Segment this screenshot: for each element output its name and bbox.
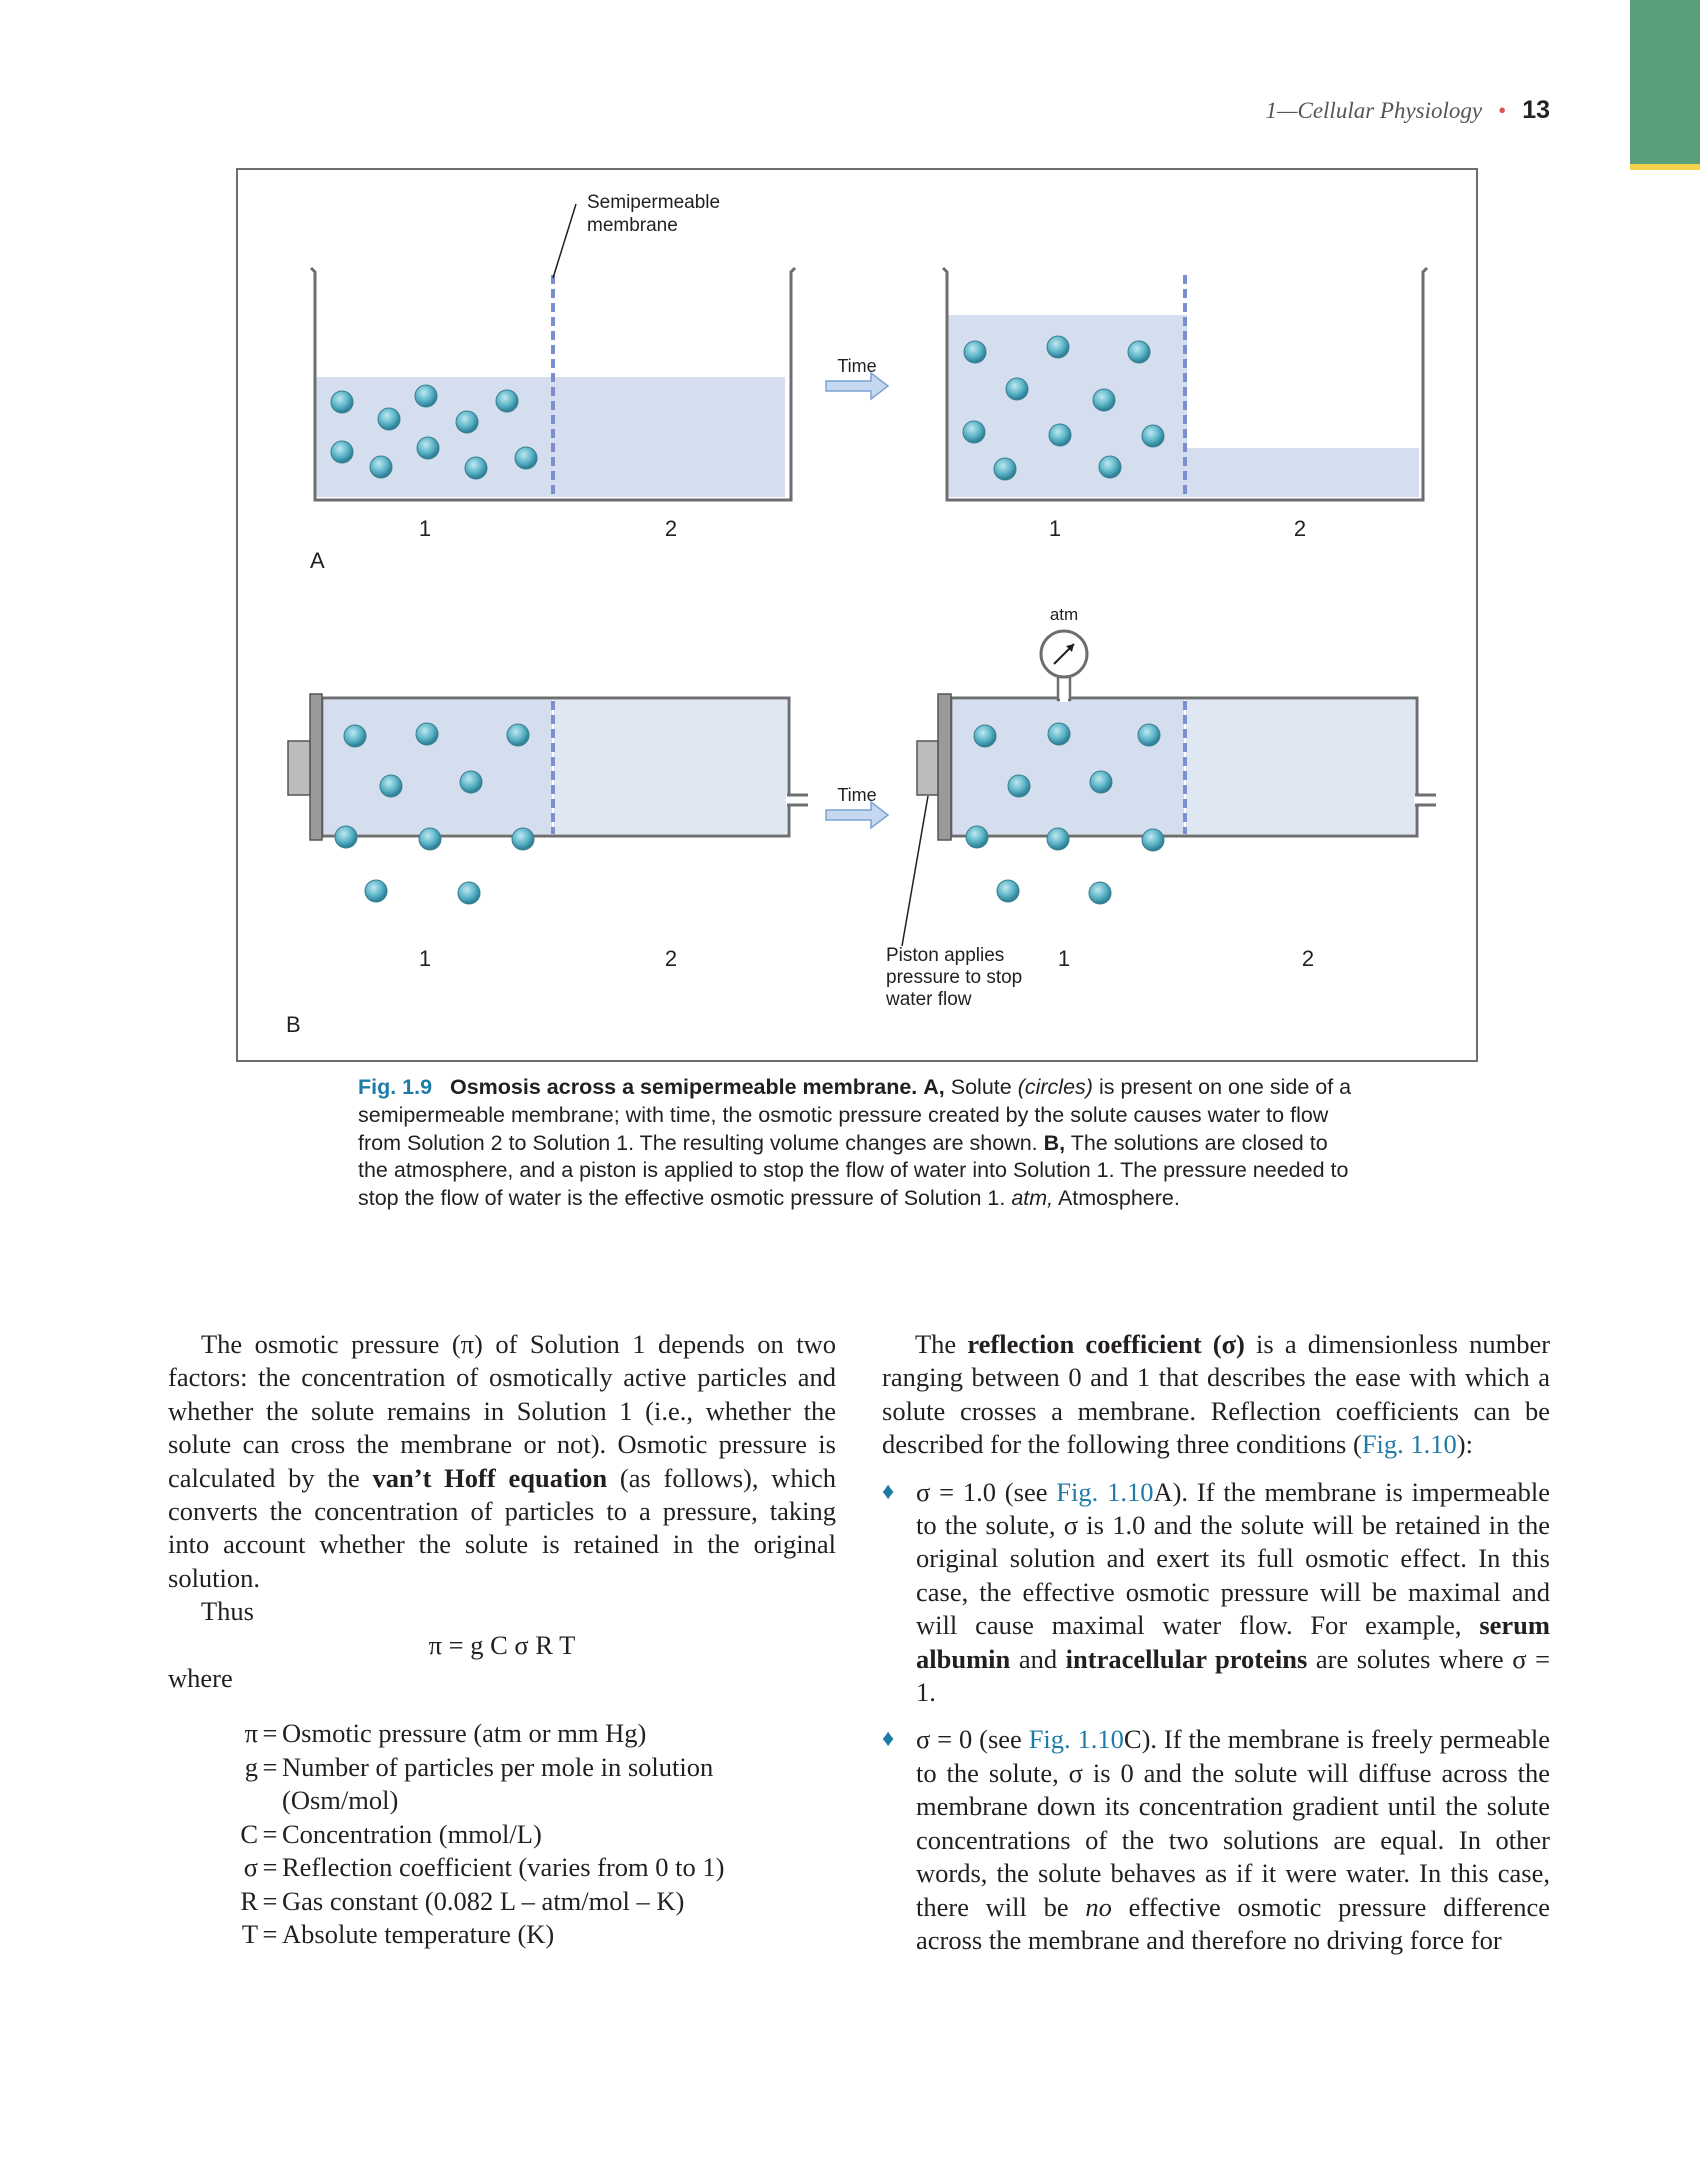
solute-particle	[465, 457, 487, 479]
panel-b-label: B	[286, 1012, 301, 1037]
bullet-text	[916, 1476, 1550, 1710]
solute-particle	[380, 775, 402, 797]
solute-particle	[1142, 829, 1164, 851]
definition-symbol: g	[244, 1751, 258, 1782]
chapter-title: 1—Cellular Physiology	[1265, 98, 1483, 123]
gauge-stem-gap	[1060, 694, 1068, 702]
definition-text: (Osm/mol)	[282, 1785, 399, 1816]
time-label: Time	[837, 785, 877, 805]
piston-handle	[917, 741, 938, 795]
chapter-tab	[1630, 0, 1700, 164]
emphasis-no: no	[1085, 1891, 1112, 1922]
paragraph-osmotic-pressure	[168, 1328, 836, 1595]
text-span: is a dimensionless number ranging between 0 and 1 that describes the ease with which a solute crosses a membrane. Reflection coefficients can be described for the following three conditions (	[882, 1329, 1551, 1460]
solute-particle	[1089, 882, 1111, 904]
solute-particle	[415, 385, 437, 407]
liquid-solution-2	[1187, 448, 1419, 497]
definition-text: Absolute temperature (K)	[282, 1918, 555, 1949]
solute-particle	[416, 723, 438, 745]
piston-label-line-3: water flow	[886, 989, 972, 1010]
text-span: σ = 0 (see	[916, 1724, 1022, 1755]
solution-2-label: 2	[1301, 946, 1315, 971]
equals-sign: =	[262, 1852, 278, 1883]
definition-symbol: C	[240, 1818, 258, 1849]
solute-particle	[419, 828, 441, 850]
time-arrow-a	[826, 356, 888, 399]
text-span: (as follows), which converts the concentration of particles to a pressure, taking into account whether the solute is retained in the original solution.	[168, 1462, 837, 1593]
piston-label-line-2: pressure to stop	[886, 967, 1023, 988]
piston-leader-line	[902, 796, 928, 946]
solute-particle	[458, 882, 480, 904]
term-vant-hoff: van’t Hoff equation	[372, 1462, 608, 1493]
solute-particle	[974, 725, 996, 747]
text-span: are solutes where σ = 1.	[916, 1643, 1551, 1708]
paragraph-thus: Thus	[201, 1596, 254, 1627]
solution-2-label: 2	[664, 516, 678, 541]
solute-particle	[335, 826, 357, 848]
equals-sign: =	[262, 1718, 278, 1749]
text-span: C). If the membrane is freely permeable to the solute, σ is 0 and the solute will diffuse across the membrane down its concentration gradient until the solute concentrations of the two solutions are equal. In other words, the solute behaves as if it were water. In this case, there will be	[916, 1724, 1550, 1922]
right-column	[882, 1328, 1550, 1957]
bullet-text	[916, 1723, 1550, 1957]
solute-particle	[1006, 378, 1028, 400]
equals-sign: =	[262, 1885, 278, 1916]
solute-particle	[378, 408, 400, 430]
solute-particle	[331, 441, 353, 463]
solute-particle	[417, 437, 439, 459]
solute-particle	[365, 880, 387, 902]
membrane-label-line-1: Semipermeable	[587, 192, 721, 213]
solute-particle	[1093, 389, 1115, 411]
piston-label-line-1: Piston applies	[886, 945, 1005, 966]
panel-b-before	[286, 694, 808, 1037]
term-serum-albumin: serum albumin	[916, 1610, 1550, 1674]
caption-b-text: The solutions are closed to the atmosphere, and a piston is applied to stop the flow of water into Solution 1. The pressure needed to stop the flow of water is the effective osmotic pressure of Solution 1.	[358, 1130, 1349, 1211]
definition-row	[212, 1717, 836, 1750]
solute-particle	[1048, 723, 1070, 745]
bullet-sigma-1	[882, 1476, 1550, 1710]
definition-row	[212, 1751, 836, 1784]
liquid-solution-2	[554, 700, 787, 834]
figure-caption	[358, 1074, 1358, 1213]
caption-a-italic: (circles)	[1017, 1075, 1093, 1099]
time-arrow-b	[826, 785, 888, 828]
arrow-right-icon	[826, 373, 888, 399]
solution-2-label: 2	[1293, 516, 1307, 541]
solute-particle	[507, 724, 529, 746]
solute-particle	[496, 390, 518, 412]
solute-particle	[994, 458, 1016, 480]
text-span: The	[915, 1329, 957, 1359]
paragraph-where: where	[168, 1663, 233, 1694]
definition-text: Concentration (mmol/L)	[282, 1818, 542, 1849]
paragraph-reflection-coefficient	[882, 1328, 1550, 1462]
membrane-label-line-2: membrane	[587, 215, 678, 236]
equals-sign: =	[262, 1751, 278, 1782]
solute-particle	[966, 826, 988, 848]
solute-particle	[1090, 771, 1112, 793]
figure-title: Osmosis across a semipermeable membrane.	[450, 1075, 918, 1099]
definition-symbol: T	[241, 1918, 258, 1949]
running-head	[1266, 96, 1550, 125]
definition-row-continued	[212, 1784, 836, 1817]
definition-list	[168, 1717, 836, 1951]
solute-particle	[963, 421, 985, 443]
definition-symbol: π	[244, 1718, 258, 1749]
definition-text: Gas constant (0.082 L – atm/mol – K)	[282, 1885, 685, 1916]
solute-particle	[1099, 456, 1121, 478]
osmosis-diagram	[238, 170, 1480, 1064]
caption-b-label: B,	[1043, 1130, 1066, 1155]
figure-reference-link[interactable]: Fig. 1.10	[1056, 1476, 1154, 1507]
definition-row	[212, 1885, 836, 1918]
solute-particle	[1049, 424, 1071, 446]
chapter-tab-accent	[1630, 164, 1700, 170]
solute-particle	[1142, 425, 1164, 447]
text-span: ):	[1456, 1429, 1473, 1460]
solution-1-label: 1	[418, 946, 432, 971]
definition-row	[212, 1918, 836, 1951]
membrane-leader-line	[553, 204, 576, 278]
solution-1-label: 1	[1048, 516, 1062, 541]
text-span: and	[1018, 1643, 1058, 1674]
text-span: The osmotic pressure (π) of Solution 1 depends on two factors: the concentration of osmotically active particles and whether the solute remains in Solution 1 (i.e., whether the solute can cross the membrane or not). Osmotic pressure is calculated by the	[168, 1329, 836, 1493]
solute-particle	[456, 411, 478, 433]
vant-hoff-equation: π = g C σ R T	[428, 1629, 576, 1660]
liquid-solution-1-and-2	[315, 377, 785, 497]
definition-text: Reflection coefficient (varies from 0 to 1)	[282, 1852, 725, 1883]
solute-particle	[1047, 336, 1069, 358]
liquid-solution-1	[953, 700, 1184, 834]
panel-a-after	[943, 268, 1427, 541]
text-span: A). If the membrane is impermeable to the solute, σ is 1.0 and the solute will be retained in the original solution and exert its full osmotic effect. In this case, the effective osmotic pressure will be maximal and will cause maximal water flow. For example,	[916, 1476, 1550, 1641]
definition-row	[212, 1818, 836, 1851]
figure-reference-link[interactable]: Fig. 1.10	[1361, 1429, 1457, 1460]
caption-abbr: atm,	[1011, 1186, 1054, 1211]
solute-particle	[344, 725, 366, 747]
term-intracellular-proteins: intracellular proteins	[1065, 1643, 1308, 1674]
caption-a-label: A,	[923, 1075, 945, 1099]
piston-plate	[938, 694, 951, 840]
panel-a-before	[310, 192, 795, 573]
page-number: 13	[1522, 96, 1550, 124]
definition-symbol: R	[240, 1885, 258, 1916]
time-label: Time	[837, 356, 877, 376]
solution-1-label: 1	[418, 516, 432, 541]
term-reflection-coefficient: reflection coefficient (σ)	[967, 1329, 1245, 1359]
figure-1-9	[236, 168, 1478, 1062]
solute-particle	[997, 880, 1019, 902]
piston-plate	[310, 694, 322, 840]
panel-b-after	[885, 605, 1436, 1010]
definition-text: Number of particles per mole in solution	[282, 1751, 714, 1782]
solute-particle	[460, 771, 482, 793]
figure-number: Fig. 1.9	[358, 1075, 433, 1099]
solute-particle	[1128, 341, 1150, 363]
solute-particle	[1138, 724, 1160, 746]
text-span: effective osmotic pressure difference across the membrane and therefore no driving force for	[916, 1891, 1551, 1955]
gauge-label: atm	[1049, 605, 1079, 624]
left-column	[168, 1328, 836, 1951]
solute-particle	[1008, 775, 1030, 797]
bullet-sigma-0	[882, 1723, 1550, 1957]
separator-dot: •	[1498, 98, 1507, 123]
caption-a-text-2: is present on one side of a semipermeable membrane; with time, the osmotic pressure created by the solute causes water to flow from Solution 2 to Solution 1. The resulting volume changes are shown.	[358, 1075, 1352, 1155]
solute-particle	[331, 391, 353, 413]
solute-particle	[964, 341, 986, 363]
panel-a-label: A	[310, 548, 325, 573]
solute-particle	[512, 828, 534, 850]
figure-reference-link[interactable]: Fig. 1.10	[1028, 1724, 1124, 1755]
piston-handle	[288, 741, 310, 795]
equals-sign: =	[262, 1818, 278, 1849]
definition-row	[212, 1851, 836, 1884]
diamond-bullet-icon: ♦	[882, 1478, 895, 1505]
liquid-solution-2	[1186, 700, 1415, 834]
equals-sign: =	[262, 1918, 278, 1949]
arrow-right-icon	[826, 802, 888, 828]
definition-text: Osmotic pressure (atm or mm Hg)	[282, 1718, 647, 1749]
liquid-solution-1	[324, 700, 552, 834]
caption-abbr-text: Atmosphere.	[1057, 1186, 1180, 1211]
solution-2-label: 2	[664, 946, 678, 971]
solution-1-label: 1	[1057, 946, 1071, 971]
solute-particle	[515, 447, 537, 469]
solute-particle	[1047, 828, 1069, 850]
diamond-bullet-icon: ♦	[882, 1726, 895, 1753]
caption-a-text-1: Solute	[950, 1075, 1012, 1099]
definition-symbol: σ	[243, 1852, 258, 1883]
text-span: σ = 1.0 (see	[916, 1476, 1048, 1507]
solute-particle	[370, 456, 392, 478]
